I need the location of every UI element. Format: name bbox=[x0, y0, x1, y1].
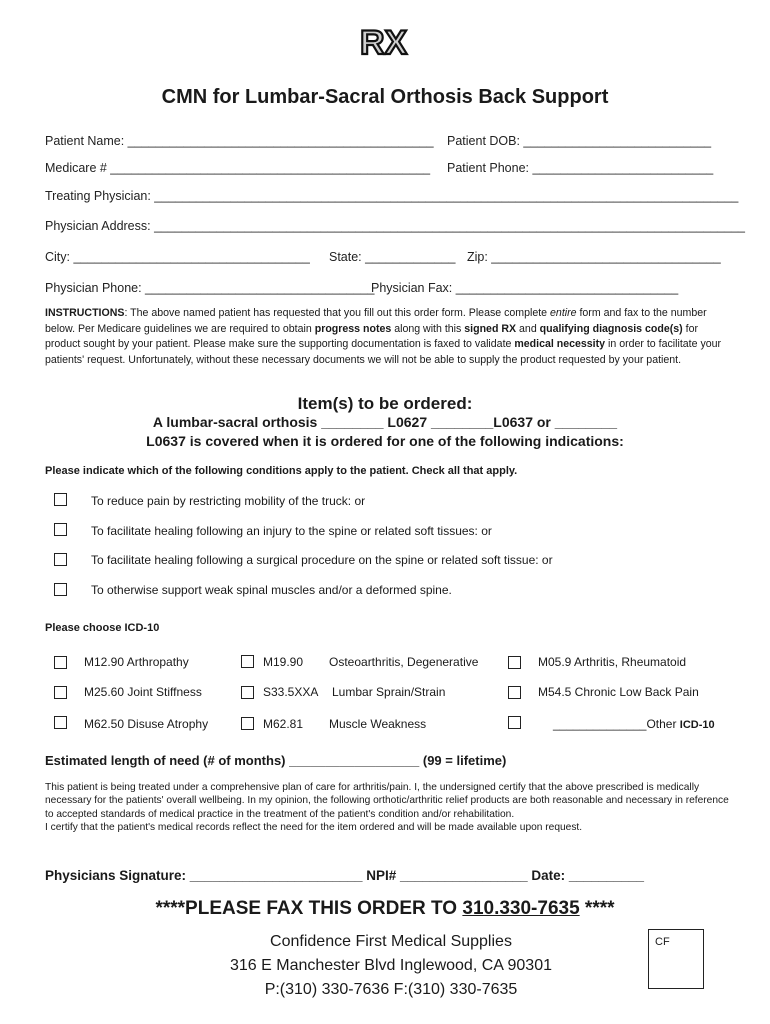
condition-label-1: To reduce pain by restricting mobility of the truck: or bbox=[91, 494, 366, 508]
icd-label-m54-5: M54.5 Chronic Low Back Pain bbox=[538, 685, 699, 699]
icd-checkbox-m25-60[interactable] bbox=[54, 686, 67, 699]
icd-checkbox-m62-50[interactable] bbox=[54, 716, 67, 729]
items-line-1[interactable]: A lumbar-sacral orthosis ________ L0627 ________L0637 or ________ bbox=[152, 414, 618, 430]
icd-label-m05-9: M05.9 Arthritis, Rheumatoid bbox=[538, 655, 687, 669]
cf-label: CF bbox=[655, 936, 670, 948]
cf-box bbox=[648, 929, 704, 989]
icd-code-s33-5xxa: S33.5XXA bbox=[263, 685, 319, 699]
icd-checkbox-s33-5xxa[interactable] bbox=[241, 686, 254, 699]
icd-checkbox-m12-90[interactable] bbox=[54, 656, 67, 669]
icd-checkbox-m54-5[interactable] bbox=[508, 686, 521, 699]
fax-instruction: ****PLEASE FAX THIS ORDER TO 310.330-7635 **** bbox=[155, 898, 615, 919]
physician-address-field[interactable]: Physician Address: _____________________________________________________________________________________ bbox=[45, 219, 745, 233]
form-title: CMN for Lumbar-Sacral Orthosis Back Support bbox=[161, 86, 609, 108]
physician-phone-field[interactable]: Physician Phone: _________________________________ bbox=[45, 281, 375, 295]
signature-npi-date-line[interactable]: Physicians Signature: _______________________ NPI# _________________ Date: __________ bbox=[45, 868, 644, 883]
icd-prompt: Please choose ICD-10 bbox=[45, 622, 160, 634]
icd-desc-m19-90: Osteoarthritis, Degenerative bbox=[329, 655, 479, 669]
condition-checkbox-3[interactable] bbox=[54, 553, 67, 566]
icd-label-m62-50: M62.50 Disuse Atrophy bbox=[84, 717, 209, 731]
svg-text:RX: RX bbox=[360, 24, 408, 62]
icd-other-field[interactable]: ______________Other ICD-10 bbox=[553, 717, 715, 731]
zip-field[interactable]: Zip: _________________________________ bbox=[467, 250, 721, 264]
patient-phone-field[interactable]: Patient Phone: __________________________ bbox=[447, 161, 714, 175]
icd-label-m12-90: M12.90 Arthropathy bbox=[84, 655, 189, 669]
icd-desc-s33-5xxa: Lumbar Sprain/Strain bbox=[332, 685, 446, 699]
icd-checkbox-m19-90[interactable] bbox=[241, 655, 254, 668]
certification-paragraph: This patient is being treated under a comprehensive plan of care for arthritis/pain. I, the undersigned certify that the above prescribed is medically necessary for the patients' overall wellbeing. In my opinion, the following orthotic/arthritic relief products are both reasonable and necessary in reference to accepted standards of medical practice in the treatment of the patient's condition and/or rehabilitation. I certify that the patient's medical records reflect the need for the item ordered and will be made available upon request. bbox=[45, 782, 729, 833]
condition-label-4: To otherwise support weak spinal muscles and/or a deformed spine. bbox=[91, 583, 452, 597]
instructions-paragraph: INSTRUCTIONS: The above named patient has requested that you fill out this order form. Please complete entire form and fax to the number below. Per Medicare guidelines we are required to obtain progress notes along with this signed RX and qualifying diagnosis code(s) for product sought by your patient. Please make sure the supporting documentation is faxed to validate medical necessity in order to facilitate your patients' request. Unfortunately, without these necessary documents we will not be able to supply the product requested by your patient. bbox=[45, 307, 722, 366]
icd-desc-m62-81: Muscle Weakness bbox=[329, 717, 427, 731]
treating-physician-field[interactable]: Treating Physician: ____________________________________________________________________________________ bbox=[45, 189, 739, 203]
icd-checkbox-other[interactable] bbox=[508, 716, 521, 729]
rx-logo bbox=[356, 24, 412, 82]
state-field[interactable]: State: _____________ bbox=[329, 250, 456, 264]
icd-code-m62-81: M62.81 bbox=[263, 717, 304, 731]
conditions-prompt: Please indicate which of the following conditions apply to the patient. Check all that apply. bbox=[45, 465, 518, 477]
estimated-need-field[interactable]: Estimated length of need (# of months) __________________ (99 = lifetime) bbox=[45, 753, 507, 768]
condition-checkbox-2[interactable] bbox=[54, 523, 67, 536]
company-phones: P:(310) 330-7636 F:(310) 330-7635 bbox=[264, 981, 518, 998]
items-heading: Item(s) to be ordered: bbox=[297, 394, 473, 413]
company-address: 316 E Manchester Blvd Inglewood, CA 90301 bbox=[230, 957, 552, 974]
condition-label-3: To facilitate healing following a surgical procedure on the spine or related soft tissue: or bbox=[91, 553, 553, 567]
condition-label-2: To facilitate healing following an injury to the spine or related soft tissues: or bbox=[91, 524, 492, 538]
condition-checkbox-4[interactable] bbox=[54, 583, 67, 596]
patient-name-field[interactable]: Patient Name: ____________________________________________ bbox=[45, 134, 434, 148]
condition-checkbox-1[interactable] bbox=[54, 493, 67, 506]
icd-checkbox-m05-9[interactable] bbox=[508, 656, 521, 669]
icd-checkbox-m62-81[interactable] bbox=[241, 717, 254, 730]
company-name: Confidence First Medical Supplies bbox=[270, 933, 512, 950]
patient-dob-field[interactable]: Patient DOB: ___________________________ bbox=[447, 134, 712, 148]
icd-label-m25-60: M25.60 Joint Stiffness bbox=[84, 685, 202, 699]
medicare-field[interactable]: Medicare # ______________________________________________ bbox=[45, 161, 431, 175]
fax-number[interactable]: 310.330-7635 bbox=[462, 898, 580, 919]
icd-code-m19-90: M19.90 bbox=[263, 655, 304, 669]
city-field[interactable]: City: __________________________________ bbox=[45, 250, 310, 264]
items-line-2: L0637 is covered when it is ordered for one of the following indications: bbox=[146, 433, 624, 449]
physician-fax-field[interactable]: Physician Fax: ________________________________ bbox=[371, 281, 679, 295]
